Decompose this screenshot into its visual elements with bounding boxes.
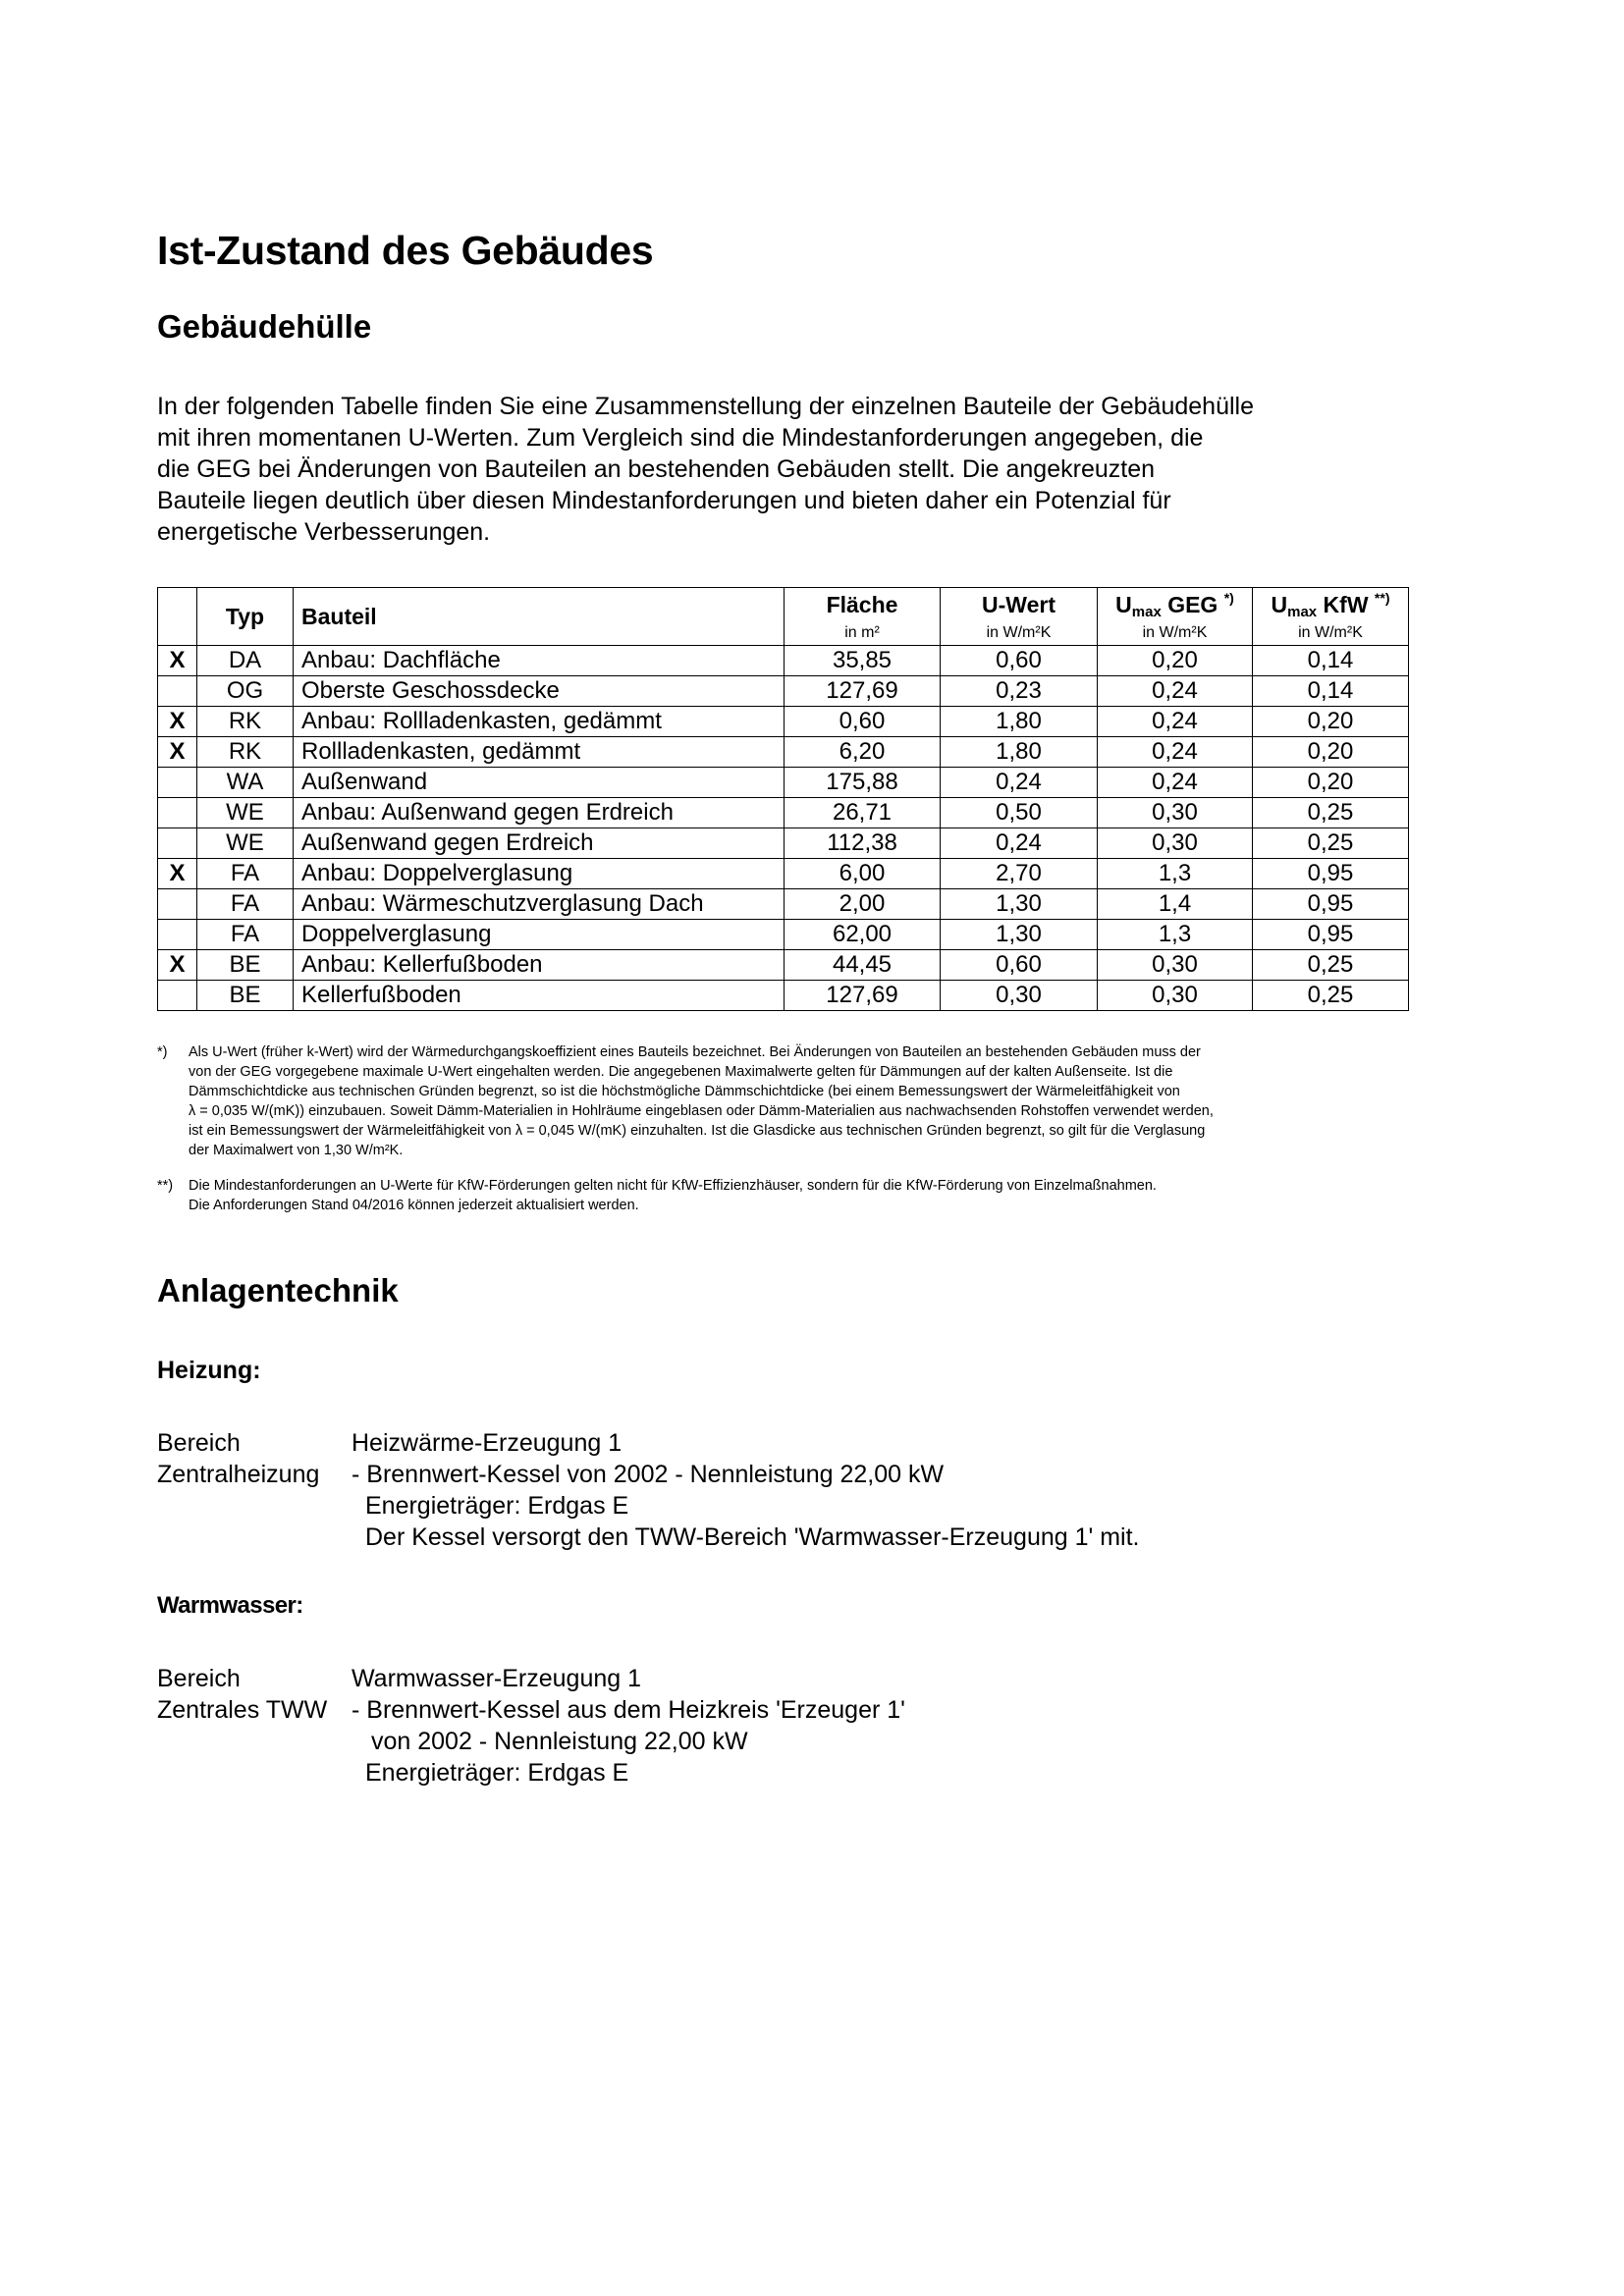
header-flaeche-unit: in m² — [785, 621, 941, 646]
row-umax-kfw: 0,20 — [1253, 768, 1409, 798]
table-row — [158, 889, 1409, 920]
row-mark — [158, 768, 197, 798]
warmwasser-block — [157, 1663, 1404, 1789]
row-umax-kfw: 0,25 — [1253, 798, 1409, 828]
table-row — [158, 950, 1409, 981]
table-row — [158, 737, 1409, 768]
intro-line: In der folgenden Tabelle finden Sie eine Zusammenstellung der einzelnen Bauteile der Gebäudehülle — [157, 393, 1254, 420]
heizung-bereich-row — [157, 1427, 1404, 1459]
row-flaeche: 2,00 — [785, 889, 941, 920]
warmwasser-bereich-row — [157, 1663, 1404, 1694]
table-row — [158, 981, 1409, 1011]
row-umax-geg: 1,4 — [1098, 889, 1253, 920]
row-bauteil: Oberste Geschossdecke — [294, 676, 785, 707]
footnote-line: Als U-Wert (früher k-Wert) wird der Wärmedurchgangskoeffizient eines Bauteils bezeichnet. Bei Änderungen von Bauteilen an bestehenden Gebäuden muss der — [189, 1044, 1201, 1060]
subheading-warmwasser: Warmwasser: — [157, 1592, 303, 1619]
footnote-line: Die Mindestanforderungen an U-Werte für KfW-Förderungen gelten nicht für KfW-Effizienzhäuser, sondern für die KfW-Förderung von Einzelmaßnahmen. — [189, 1178, 1157, 1194]
table-row — [158, 676, 1409, 707]
header-typ: Typ — [197, 588, 294, 646]
row-mark — [158, 920, 197, 950]
row-umax-kfw: 0,20 — [1253, 707, 1409, 737]
row-mark: X — [158, 737, 197, 768]
row-flaeche: 175,88 — [785, 768, 941, 798]
row-typ: RK — [197, 737, 294, 768]
table-body — [158, 646, 1409, 1011]
row-uwert: 0,60 — [941, 646, 1098, 676]
heizung-bereich-value: Heizwärme-Erzeugung 1 — [352, 1429, 623, 1457]
footnote-marker: *) — [157, 1044, 168, 1060]
section-heading-gebaeudehuelle: Gebäudehülle — [157, 308, 372, 345]
header-flaeche: Fläche — [785, 588, 941, 622]
row-umax-geg: 0,30 — [1098, 828, 1253, 859]
row-umax-geg: 1,3 — [1098, 920, 1253, 950]
row-mark — [158, 676, 197, 707]
row-umax-geg: 0,24 — [1098, 768, 1253, 798]
row-typ: OG — [197, 676, 294, 707]
row-flaeche: 127,69 — [785, 981, 941, 1011]
row-typ: FA — [197, 859, 294, 889]
table-row — [158, 859, 1409, 889]
row-umax-geg: 0,20 — [1098, 646, 1253, 676]
row-flaeche: 0,60 — [785, 707, 941, 737]
row-uwert: 1,80 — [941, 737, 1098, 768]
subheading-heizung: Heizung: — [157, 1357, 261, 1384]
intro-line: Bauteile liegen deutlich über diesen Mindestanforderungen und bieten daher ein Potenzial für — [157, 487, 1171, 514]
row-umax-geg: 0,30 — [1098, 981, 1253, 1011]
warmwasser-bereich-value: Warmwasser-Erzeugung 1 — [352, 1665, 642, 1692]
heizung-bereich-label: Bereich — [157, 1429, 241, 1457]
warmwasser-bereich-label: Bereich — [157, 1665, 241, 1692]
header-uwert: U-Wert — [941, 588, 1098, 622]
row-uwert: 0,23 — [941, 676, 1098, 707]
row-flaeche: 35,85 — [785, 646, 941, 676]
header-bauteil: Bauteil — [294, 588, 785, 646]
table-row — [158, 768, 1409, 798]
intro-line: die GEG bei Änderungen von Bauteilen an bestehenden Gebäuden stellt. Die angekreuzten — [157, 455, 1156, 483]
row-umax-geg: 0,24 — [1098, 707, 1253, 737]
row-mark: X — [158, 950, 197, 981]
section-heading-anlagentechnik: Anlagentechnik — [157, 1272, 399, 1308]
row-bauteil: Doppelverglasung — [294, 920, 785, 950]
warmwasser-line1: - Brennwert-Kessel aus dem Heizkreis 'Erzeuger 1' — [352, 1696, 905, 1724]
intro-line: mit ihren momentanen U-Werten. Zum Vergleich sind die Mindestanforderungen angegeben, die — [157, 424, 1204, 452]
row-flaeche: 6,20 — [785, 737, 941, 768]
table-row — [158, 798, 1409, 828]
warmwasser-line3: Energieträger: Erdgas E — [365, 1759, 629, 1787]
row-umax-kfw: 0,25 — [1253, 981, 1409, 1011]
heizung-row — [157, 1522, 1404, 1553]
row-typ: WE — [197, 828, 294, 859]
row-umax-geg: 0,30 — [1098, 798, 1253, 828]
row-mark: X — [158, 859, 197, 889]
bauteile-table — [157, 587, 1409, 1011]
heizung-line1: - Brennwert-Kessel von 2002 - Nennleistung 22,00 kW — [352, 1461, 945, 1488]
page-title: Ist-Zustand des Gebäudes — [157, 228, 654, 273]
heizung-row — [157, 1490, 1404, 1522]
row-uwert: 1,30 — [941, 920, 1098, 950]
heizung-type-label: Zentralheizung — [157, 1461, 320, 1488]
heizung-block — [157, 1427, 1404, 1553]
row-mark: X — [158, 646, 197, 676]
heizung-line3: Der Kessel versorgt den TWW-Bereich 'Warmwasser-Erzeugung 1' mit. — [365, 1523, 1140, 1551]
footnote-text — [189, 1042, 1404, 1160]
warmwasser-type-row — [157, 1694, 1404, 1726]
row-typ: FA — [197, 889, 294, 920]
header-umax-geg-unit: in W/m²K — [1098, 621, 1253, 646]
table-row — [158, 828, 1409, 859]
row-typ: FA — [197, 920, 294, 950]
row-flaeche: 127,69 — [785, 676, 941, 707]
row-typ: BE — [197, 981, 294, 1011]
row-uwert: 0,30 — [941, 981, 1098, 1011]
row-bauteil: Außenwand gegen Erdreich — [294, 828, 785, 859]
row-uwert: 1,30 — [941, 889, 1098, 920]
row-bauteil: Anbau: Dachfläche — [294, 646, 785, 676]
heizung-type-row — [157, 1459, 1404, 1490]
footnote-line: von der GEG vorgegebene maximale U-Wert eingehalten werden. Die angegebenen Maximalwerte gelten für Dämmungen auf der kalten Außenseite. Ist die — [189, 1064, 1173, 1080]
table-row — [158, 920, 1409, 950]
row-umax-kfw: 0,20 — [1253, 737, 1409, 768]
footnote-uwert — [157, 1042, 1404, 1160]
row-umax-geg: 0,30 — [1098, 950, 1253, 981]
row-uwert: 0,24 — [941, 828, 1098, 859]
footnote-kfw — [157, 1176, 1404, 1215]
row-mark: X — [158, 707, 197, 737]
footnote-line: ist ein Bemessungswert der Wärmeleitfähigkeit von λ = 0,045 W/(mK) einzuhalten. Ist die Glasdicke aus technischen Gründen begrenzt, so gilt für die Verglasung — [189, 1123, 1206, 1139]
warmwasser-line2: von 2002 - Nennleistung 22,00 kW — [371, 1728, 748, 1755]
footnote-line: der Maximalwert von 1,30 W/m²K. — [189, 1143, 404, 1158]
row-mark — [158, 981, 197, 1011]
row-bauteil: Außenwand — [294, 768, 785, 798]
row-mark — [158, 889, 197, 920]
row-umax-geg: 0,24 — [1098, 676, 1253, 707]
heizung-line2: Energieträger: Erdgas E — [365, 1492, 629, 1520]
row-flaeche: 62,00 — [785, 920, 941, 950]
footnote-line: Dämmschichtdicke aus technischen Gründen begrenzt, so ist die höchstmögliche Dämmschichtdicke (bei einem Bemessungswert der Wärmeleitfähigkeit von — [189, 1084, 1180, 1099]
row-uwert: 2,70 — [941, 859, 1098, 889]
row-uwert: 0,24 — [941, 768, 1098, 798]
row-umax-geg: 0,24 — [1098, 737, 1253, 768]
intro-line: energetische Verbesserungen. — [157, 518, 491, 546]
row-bauteil: Anbau: Rollladenkasten, gedämmt — [294, 707, 785, 737]
row-bauteil: Anbau: Kellerfußboden — [294, 950, 785, 981]
row-typ: WE — [197, 798, 294, 828]
row-umax-kfw: 0,14 — [1253, 646, 1409, 676]
row-mark — [158, 798, 197, 828]
footnote-marker: **) — [157, 1178, 174, 1194]
header-umax-kfw-unit: in W/m²K — [1253, 621, 1409, 646]
table-row — [158, 646, 1409, 676]
header-uwert-unit: in W/m²K — [941, 621, 1098, 646]
warmwasser-row — [157, 1726, 1404, 1757]
row-mark — [158, 828, 197, 859]
footnote-text — [189, 1176, 1404, 1215]
row-umax-kfw: 0,14 — [1253, 676, 1409, 707]
row-umax-kfw: 0,95 — [1253, 859, 1409, 889]
row-flaeche: 26,71 — [785, 798, 941, 828]
row-flaeche: 6,00 — [785, 859, 941, 889]
row-bauteil: Anbau: Wärmeschutzverglasung Dach — [294, 889, 785, 920]
header-umax-geg: $U_{max}$ GEG *) — [1098, 588, 1253, 622]
header-mark — [158, 588, 197, 646]
row-uwert: 0,60 — [941, 950, 1098, 981]
row-typ: RK — [197, 707, 294, 737]
row-bauteil: Anbau: Doppelverglasung — [294, 859, 785, 889]
warmwasser-type-label: Zentrales TWW — [157, 1696, 328, 1724]
row-typ: WA — [197, 768, 294, 798]
row-bauteil: Kellerfußboden — [294, 981, 785, 1011]
row-umax-kfw: 0,25 — [1253, 828, 1409, 859]
intro-paragraph — [157, 391, 1375, 548]
footnote-line: λ = 0,035 W/(mK)) einzubauen. Soweit Dämm-Materialien in Hohlräume eingeblasen oder Dämm-Materialien aus nachwachsenden Rohstoffen verwendet werden, — [189, 1103, 1214, 1119]
row-bauteil: Anbau: Außenwand gegen Erdreich — [294, 798, 785, 828]
table-row — [158, 707, 1409, 737]
footnote-line: Die Anforderungen Stand 04/2016 können jederzeit aktualisiert werden. — [189, 1198, 639, 1213]
row-flaeche: 44,45 — [785, 950, 941, 981]
row-uwert: 0,50 — [941, 798, 1098, 828]
row-umax-kfw: 0,95 — [1253, 920, 1409, 950]
row-typ: BE — [197, 950, 294, 981]
row-flaeche: 112,38 — [785, 828, 941, 859]
row-umax-kfw: 0,25 — [1253, 950, 1409, 981]
warmwasser-row — [157, 1757, 1404, 1789]
table-header — [158, 588, 1409, 646]
row-typ: DA — [197, 646, 294, 676]
header-umax-kfw: $U_{max}$ KfW **) — [1253, 588, 1409, 622]
row-umax-kfw: 0,95 — [1253, 889, 1409, 920]
row-uwert: 1,80 — [941, 707, 1098, 737]
row-umax-geg: 1,3 — [1098, 859, 1253, 889]
row-bauteil: Rollladenkasten, gedämmt — [294, 737, 785, 768]
